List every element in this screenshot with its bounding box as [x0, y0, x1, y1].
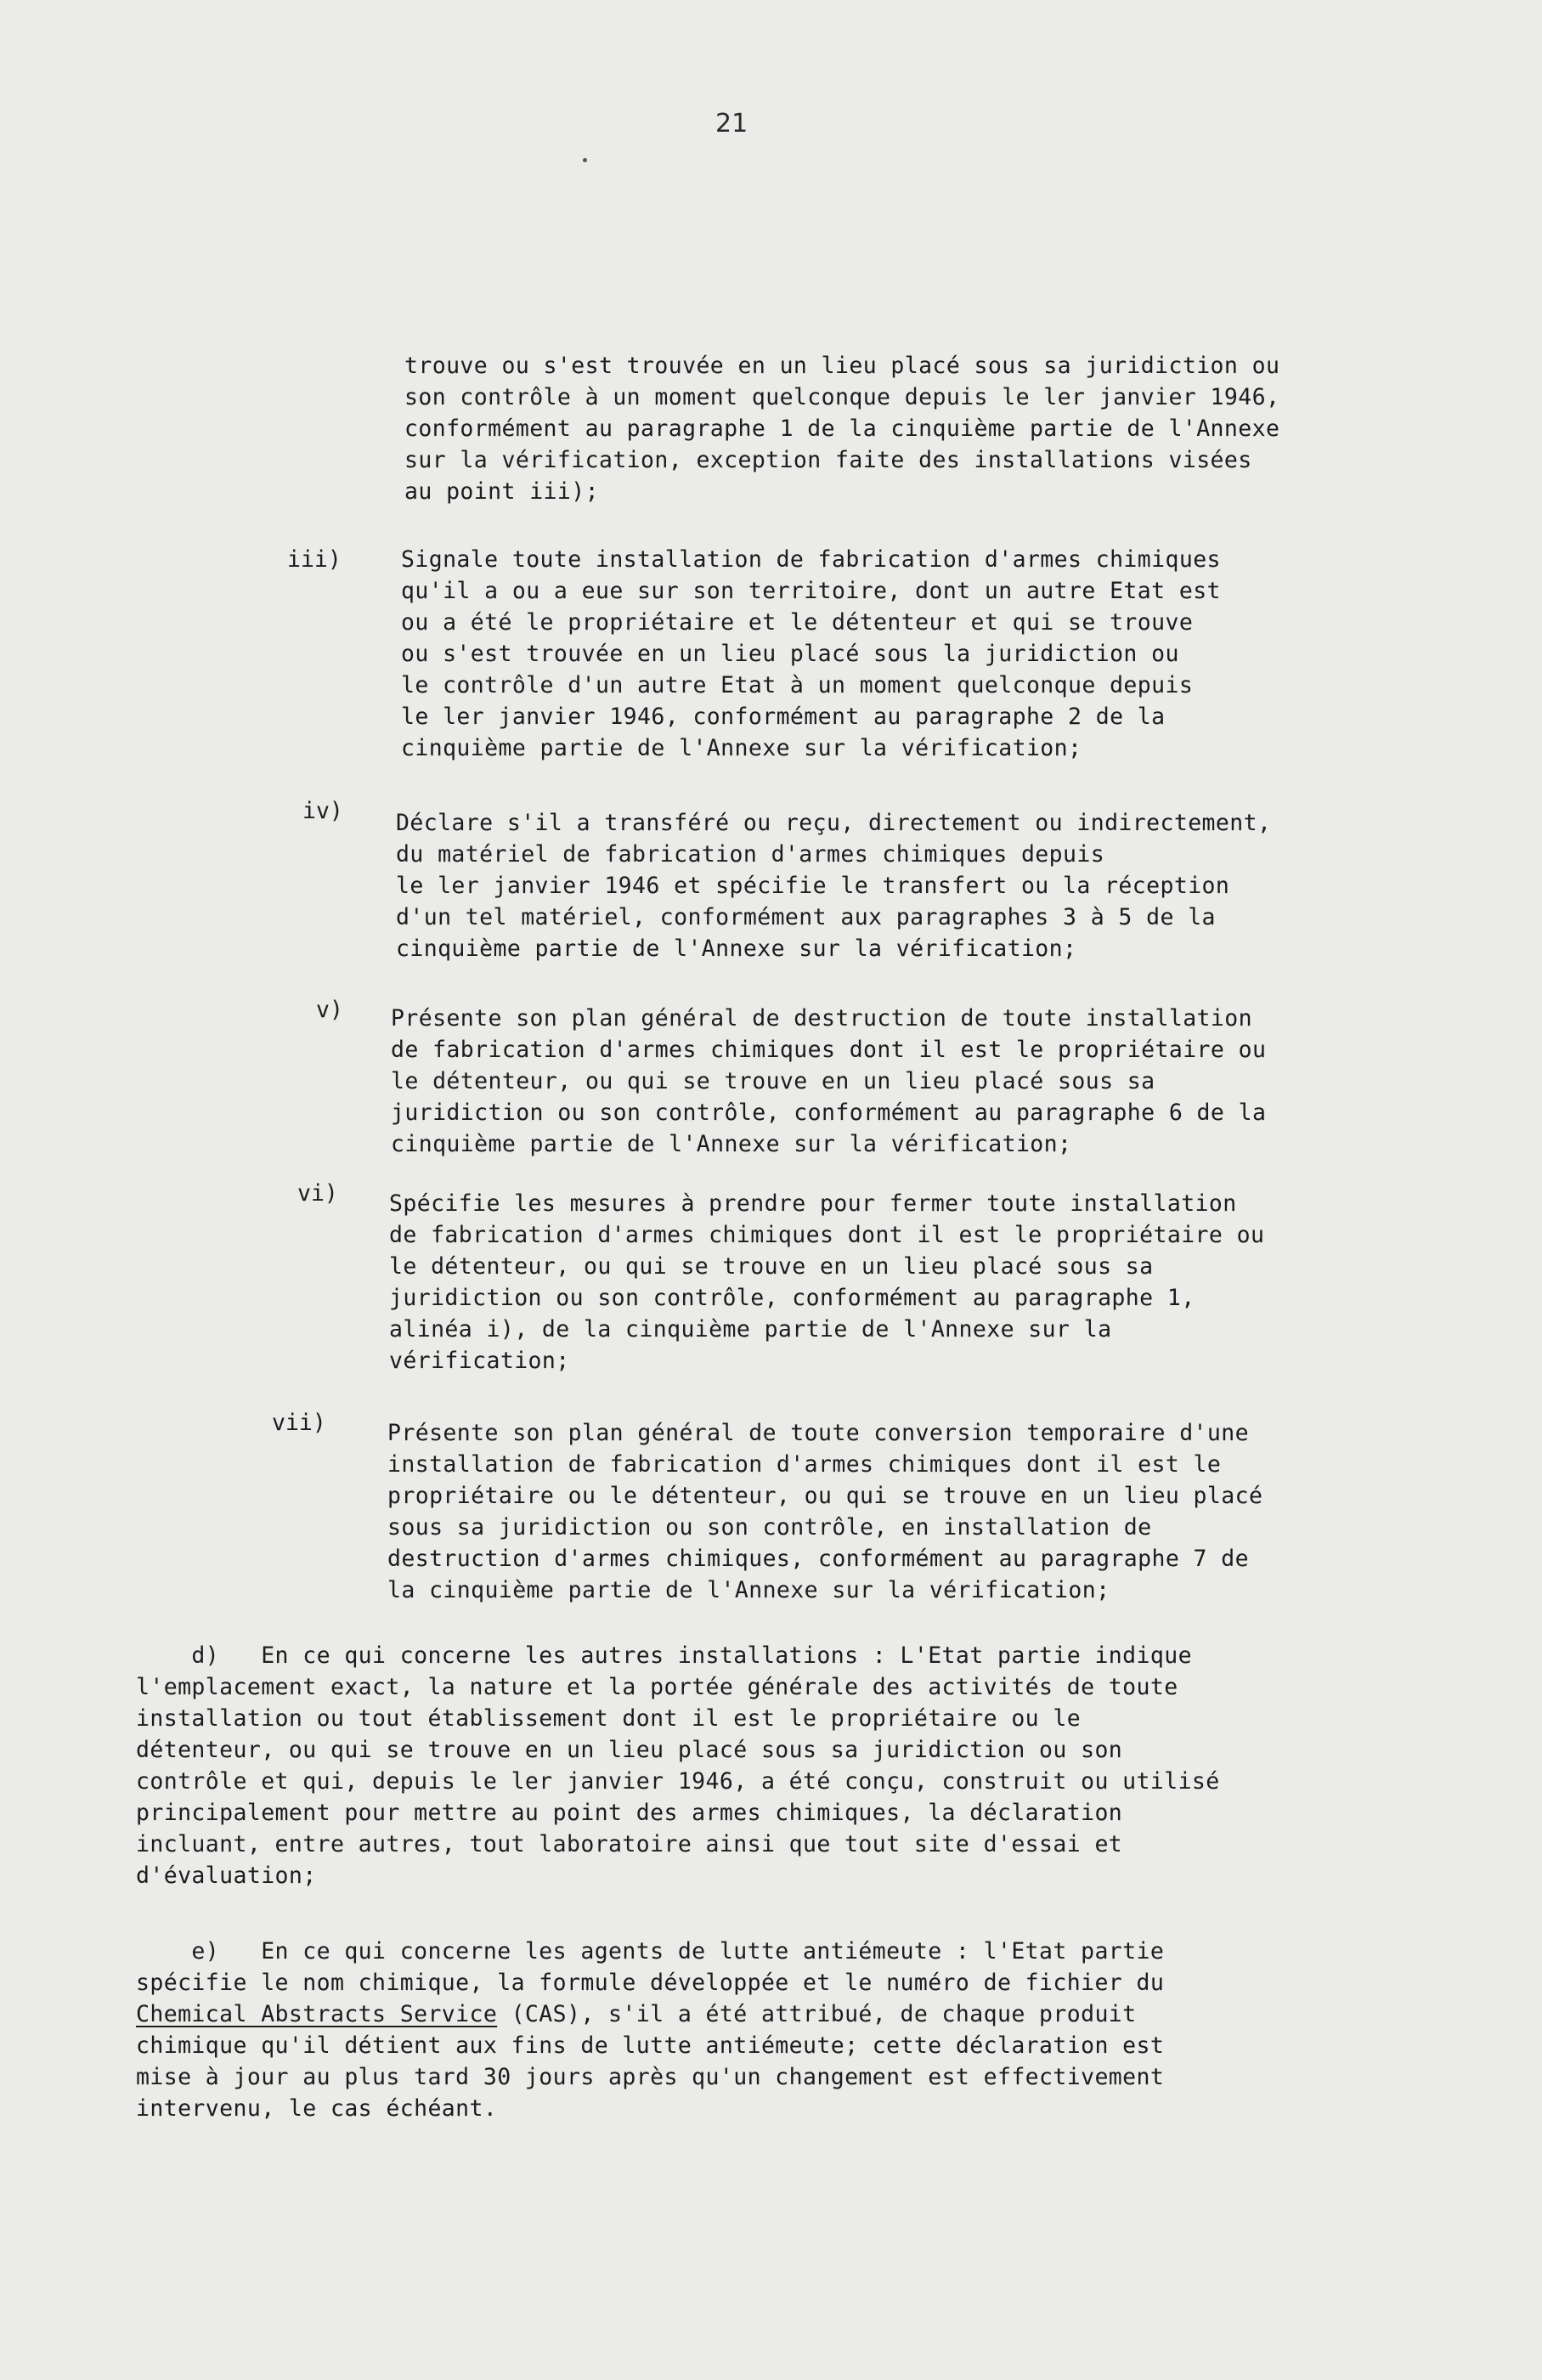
text-line: d'évaluation; — [136, 1863, 317, 1889]
text-line: au point iii); — [404, 478, 599, 505]
text-line: de fabrication d'armes chimiques dont il est le propriétaire ou — [389, 1222, 1265, 1248]
item-label-iii: iii) — [287, 546, 342, 573]
speck-mark — [583, 158, 587, 162]
text-line: Spécifie les mesures à prendre pour fermer toute installation — [389, 1190, 1237, 1217]
text-line: son contrôle à un moment quelconque depuis le ler janvier 1946, — [404, 384, 1280, 410]
text-line: ou a été le propriétaire et le détenteur et qui se trouve — [401, 609, 1194, 636]
text-line: Signale toute installation de fabrication d'armes chimiques — [401, 546, 1221, 573]
text-line: destruction d'armes chimiques, conformément au paragraphe 7 de — [387, 1546, 1249, 1572]
text-line: juridiction ou son contrôle, conformément au paragraphe 1, — [389, 1285, 1195, 1311]
text-line: sous sa juridiction ou son contrôle, en installation de — [387, 1514, 1152, 1540]
text-line: Déclare s'il a transféré ou reçu, directement ou indirectement, — [396, 810, 1272, 836]
text-line: détenteur, ou qui se trouve en un lieu placé sous sa juridiction ou son — [136, 1737, 1123, 1763]
text-line: du matériel de fabrication d'armes chimiques depuis — [396, 841, 1105, 868]
text-line: cinquième partie de l'Annexe sur la vérification; — [391, 1131, 1072, 1157]
text-line: incluant, entre autres, tout laboratoire ainsi que tout site d'essai et — [136, 1831, 1123, 1857]
text-line: cinquième partie de l'Annexe sur la vérification; — [401, 735, 1082, 761]
text-line: l'emplacement exact, la nature et la portée générale des activités de toute — [136, 1674, 1178, 1700]
text-line: d'un tel matériel, conformément aux paragraphes 3 à 5 de la — [396, 904, 1216, 930]
text-line: principalement pour mettre au point des armes chimiques, la déclaration — [136, 1800, 1123, 1826]
underlined-term: Chemical Abstracts Service — [136, 2001, 498, 2027]
text-line: le ler janvier 1946 et spécifie le transfert ou la réception — [396, 873, 1230, 899]
text-line: le ler janvier 1946, conformément au paragraphe 2 de la — [401, 704, 1166, 730]
item-v-text — [391, 1003, 1266, 1160]
text-line: Présente son plan général de toute conversion temporaire d'une — [387, 1420, 1249, 1446]
text-line: ou s'est trouvée en un lieu placé sous la juridiction ou — [401, 641, 1179, 667]
item-label-vi: vi) — [297, 1180, 338, 1207]
item-label-v: v) — [316, 997, 343, 1023]
text-line: chimique qu'il détient aux fins de lutte antiémeute; cette déclaration est — [136, 2032, 1165, 2059]
text-line: conformément au paragraphe 1 de la cinquième partie de l'Annexe — [404, 416, 1280, 442]
text-line: cinquième partie de l'Annexe sur la vérification; — [396, 936, 1077, 962]
text-line: contrôle et qui, depuis le ler janvier 1946, a été conçu, construit ou utilisé — [136, 1768, 1220, 1795]
text-line: le contrôle d'un autre Etat à un moment quelconque depuis — [401, 672, 1194, 698]
text-line: propriétaire ou le détenteur, ou qui se trouve en un lieu placé — [387, 1483, 1263, 1509]
text-line: le détenteur, ou qui se trouve en un lieu placé sous sa — [389, 1253, 1154, 1280]
item-iii-text — [401, 544, 1221, 764]
text-line: alinéa i), de la cinquième partie de l'Annexe sur la — [389, 1316, 1112, 1343]
text-line: sur la vérification, exception faite des installations visées — [404, 447, 1252, 473]
text-line: mise à jour au plus tard 30 jours après qu'un changement est effectivement — [136, 2064, 1165, 2090]
text-line: e) En ce qui concerne les agents de lutte antiémeute : l'Etat partie — [136, 1938, 1165, 1964]
text-line: installation de fabrication d'armes chimiques dont il est le — [387, 1451, 1222, 1478]
paragraph-d — [136, 1640, 1220, 1891]
text-line: vérification; — [389, 1348, 570, 1374]
text-line: Présente son plan général de destruction de toute installation — [391, 1005, 1252, 1032]
item-label-vii: vii) — [272, 1410, 326, 1436]
text-line: qu'il a ou a eue sur son territoire, dont un autre Etat est — [401, 578, 1221, 604]
page-number: 21 — [715, 109, 748, 139]
text-line: le détenteur, ou qui se trouve en un lieu placé sous sa — [391, 1068, 1155, 1094]
item-vii-text — [387, 1417, 1262, 1606]
text-line: Chemical Abstracts Service (CAS), s'il a été attribué, de chaque produit — [136, 2001, 1137, 2027]
text-line: trouve ou s'est trouvée en un lieu placé sous sa juridiction ou — [404, 353, 1280, 379]
text-line: intervenu, le cas échéant. — [136, 2095, 498, 2122]
text-line: spécifie le nom chimique, la formule développée et le numéro de fichier du — [136, 1970, 1165, 1996]
item-label-iv: iv) — [302, 798, 343, 824]
paragraph-continuation — [404, 350, 1279, 507]
item-iv-text — [396, 807, 1271, 964]
text-line: installation ou tout établissement dont il est le propriétaire ou le — [136, 1705, 1082, 1732]
text-line: la cinquième partie de l'Annexe sur la vérification; — [387, 1577, 1110, 1603]
text-line: juridiction ou son contrôle, conformément au paragraphe 6 de la — [391, 1100, 1267, 1126]
item-vi-text — [389, 1188, 1264, 1377]
text-line: d) En ce qui concerne les autres installations : L'Etat partie indique — [136, 1642, 1192, 1669]
text-line: de fabrication d'armes chimiques dont il est le propriétaire ou — [391, 1037, 1267, 1063]
paragraph-e — [136, 1936, 1164, 2124]
